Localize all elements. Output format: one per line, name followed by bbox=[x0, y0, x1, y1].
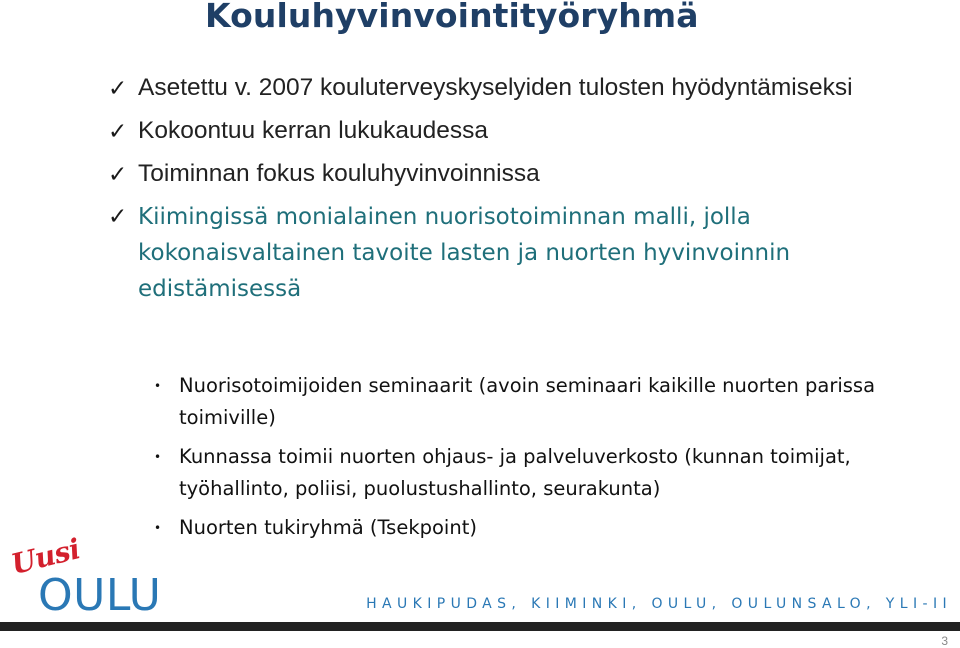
bullet-item bbox=[108, 199, 928, 307]
slide-title: Kouluhyvinvointityöryhmä bbox=[205, 0, 699, 35]
bullet-dot-icon: • bbox=[154, 450, 162, 464]
bullet-dot-icon: • bbox=[154, 379, 162, 393]
page-number: 3 bbox=[941, 634, 948, 648]
check-bullet-list bbox=[108, 70, 928, 314]
sub-bullet-item bbox=[152, 441, 912, 505]
logo-script-text: Uusi bbox=[8, 532, 84, 581]
bullet-text: Asetettu v. 2007 kouluterveyskyselyiden tulosten hyödyntämiseksi bbox=[138, 74, 853, 101]
bullet-item bbox=[108, 113, 928, 149]
sub-bullet-item bbox=[152, 512, 912, 544]
checkmark-icon: ✓ bbox=[108, 204, 128, 230]
footer-towns: HAUKIPUDAS, KIIMINKI, OULU, OULUNSALO, YLI-II bbox=[366, 596, 952, 612]
sub-bullet-list bbox=[152, 370, 912, 551]
bullet-text: Kiimingissä monialainen nuorisotoiminnan malli, jolla kokonaisvaltainen tavoite lasten ja nuorten hyvinvoinnin edistämisessä bbox=[138, 204, 791, 302]
checkmark-icon: ✓ bbox=[108, 75, 128, 101]
footer-bar bbox=[0, 622, 960, 631]
bullet-item bbox=[108, 156, 928, 192]
sub-bullet-item bbox=[152, 370, 912, 434]
sub-bullet-text: Kunnassa toimii nuorten ohjaus- ja palveluverkosto (kunnan toimijat, työhallinto, poliisi, puolustushallinto, seurakunta) bbox=[179, 445, 851, 500]
sub-bullet-text: Nuorisotoimijoiden seminaarit (avoin seminaari kaikille nuorten parissa toimiville) bbox=[179, 374, 876, 429]
checkmark-icon: ✓ bbox=[108, 161, 128, 187]
uusi-oulu-logo bbox=[8, 532, 174, 621]
bullet-text: Toiminnan fokus kouluhyvinvoinnissa bbox=[138, 160, 540, 187]
bullet-text: Kokoontuu kerran lukukaudessa bbox=[138, 117, 489, 144]
logo-brand-text: OULU bbox=[38, 570, 162, 621]
bullet-item bbox=[108, 70, 928, 106]
bullet-dot-icon: • bbox=[154, 521, 162, 535]
sub-bullet-text: Nuorten tukiryhmä (Tsekpoint) bbox=[179, 516, 477, 539]
checkmark-icon: ✓ bbox=[108, 118, 128, 144]
